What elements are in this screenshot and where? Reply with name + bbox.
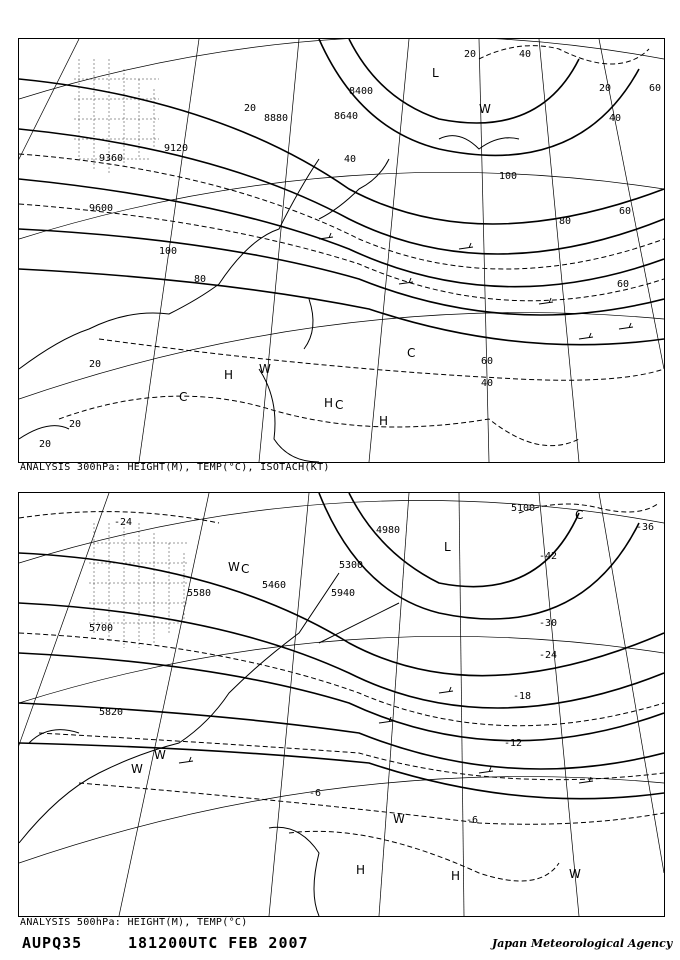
- isotach-label: 20: [69, 419, 82, 430]
- height-label: 5820: [99, 707, 124, 718]
- isotach-label: 60: [481, 356, 494, 367]
- warm-center-symbol: W: [131, 762, 143, 776]
- panel-caption-500hpa: ANALYSIS 500hPa: HEIGHT(M), TEMP(°C): [20, 917, 248, 928]
- warm-center-symbol: W: [259, 362, 271, 376]
- isotach-label: 60: [649, 83, 662, 94]
- high-center-symbol: H: [451, 869, 461, 883]
- height-label: 9360: [99, 153, 124, 164]
- high-center-symbol: H: [356, 863, 366, 877]
- graticule: [19, 493, 664, 916]
- high-center-symbol: H: [324, 396, 334, 410]
- height-label: 5100: [511, 503, 536, 514]
- temperature-label: -30: [539, 618, 558, 629]
- isotach-label: 40: [609, 113, 622, 124]
- height-label: 5580: [187, 588, 212, 599]
- coastline: [19, 136, 519, 462]
- warm-center-symbol: W: [479, 102, 491, 116]
- cold-center-symbol: C: [179, 390, 188, 404]
- map-300hpa-canvas: [19, 39, 664, 462]
- temperature-label: -36: [636, 522, 655, 533]
- isotach-label: 20: [244, 103, 257, 114]
- height-label: 9600: [89, 203, 114, 214]
- height-label: 5940: [331, 588, 356, 599]
- height-labels: [89, 503, 535, 718]
- isotach-label: 40: [481, 378, 494, 389]
- cold-center-symbol: C: [241, 562, 250, 576]
- map-500hpa-canvas: [19, 493, 664, 916]
- agency-name: Japan Meteorological Agency: [492, 937, 673, 950]
- temperature-label: -24: [114, 517, 133, 528]
- cold-center-symbol: C: [335, 398, 344, 412]
- high-center-symbol: H: [224, 368, 234, 382]
- isotach-label: 20: [39, 439, 52, 450]
- low-center-symbol: L: [432, 66, 439, 80]
- isotach-label: 20: [464, 49, 477, 60]
- wind-barbs: [319, 233, 633, 339]
- isotach-label: 40: [519, 49, 532, 60]
- warm-center-symbol: W: [228, 560, 240, 574]
- isotach-label: 20: [89, 359, 102, 370]
- height-label: 4980: [376, 525, 401, 536]
- low-center-symbol: L: [444, 540, 451, 554]
- warm-center-symbol: W: [569, 867, 581, 881]
- isotach-label: 20: [599, 83, 612, 94]
- height-label: 8640: [334, 111, 359, 122]
- isotach-label: 80: [194, 274, 207, 285]
- chart-code: AUPQ35: [22, 934, 83, 952]
- height-label: 8400: [349, 86, 374, 97]
- height-contours: [19, 39, 664, 345]
- height-label: 5300: [339, 560, 364, 571]
- warm-center-symbol: W: [393, 812, 405, 826]
- height-label: 5460: [262, 580, 287, 591]
- height-labels: [89, 86, 373, 214]
- temperature-label: -12: [504, 738, 523, 749]
- cold-center-symbol: C: [407, 346, 416, 360]
- map-panel-300hpa: [18, 38, 665, 463]
- panel-caption-300hpa: ANALYSIS 300hPa: HEIGHT(M), TEMP(°C), ISOTACH(KT): [20, 462, 330, 473]
- warm-center-symbol: W: [154, 748, 166, 762]
- temperature-label: -42: [539, 551, 558, 562]
- map-panel-500hpa: [18, 492, 665, 917]
- high-center-symbol: H: [379, 414, 389, 428]
- height-contours: [19, 493, 664, 799]
- isotach-label: 40: [344, 154, 357, 165]
- isotach-label: 80: [559, 216, 572, 227]
- cold-center-symbol: C: [575, 508, 584, 522]
- temperature-label: -6: [466, 815, 479, 826]
- height-label: 8880: [264, 113, 289, 124]
- temperature-label: -6: [309, 788, 322, 799]
- height-label: 5700: [89, 623, 114, 634]
- isotach-label: 100: [159, 246, 178, 257]
- valid-time: 181200UTC FEB 2007: [128, 934, 309, 952]
- temperature-label: -18: [513, 691, 532, 702]
- isotach-label: 100: [499, 171, 518, 182]
- height-label: 9120: [164, 143, 189, 154]
- isotach-label: 60: [617, 279, 630, 290]
- isotach-label: 60: [619, 206, 632, 217]
- temperature-label: -24: [539, 650, 558, 661]
